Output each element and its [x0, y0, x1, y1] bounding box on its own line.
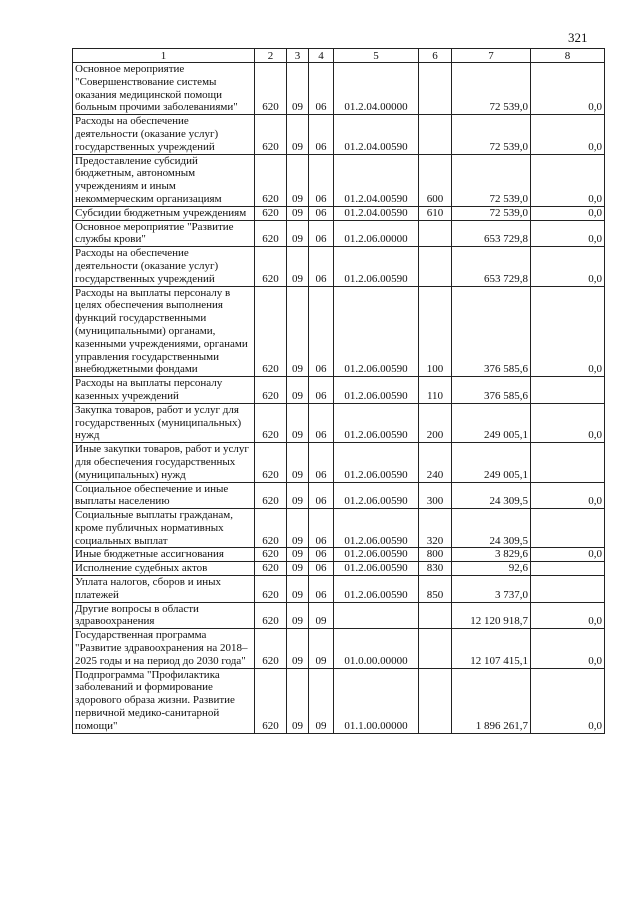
table-row	[73, 562, 605, 576]
table-row	[73, 629, 605, 668]
row-name-cell: Государственная программа "Развитие здравоохранения на 2018–2025 годы и на период до 2030 года"	[73, 629, 255, 668]
section-code-cell: 09	[287, 548, 309, 562]
amount-cell: 653 729,8	[452, 220, 531, 247]
subsection-code-cell: 09	[309, 629, 334, 668]
column-8-cell	[531, 443, 605, 482]
section-code-cell: 09	[287, 286, 309, 377]
amount-cell: 72 539,0	[452, 63, 531, 115]
expense-type-cell	[419, 63, 452, 115]
expense-type-cell: 100	[419, 286, 452, 377]
table-row	[73, 443, 605, 482]
subsection-code-cell: 06	[309, 206, 334, 220]
header-cell: 6	[419, 49, 452, 63]
row-name-cell: Иные бюджетные ассигнования	[73, 548, 255, 562]
target-article-cell: 01.2.04.00590	[334, 115, 419, 154]
section-code-cell: 09	[287, 668, 309, 733]
expense-type-cell	[419, 220, 452, 247]
amount-cell: 72 539,0	[452, 154, 531, 206]
amount-cell: 12 120 918,7	[452, 602, 531, 629]
subsection-code-cell: 06	[309, 247, 334, 286]
grbs-code-cell: 620	[255, 403, 287, 442]
header-cell: 4	[309, 49, 334, 63]
target-article-cell: 01.2.06.00590	[334, 482, 419, 509]
amount-cell: 24 309,5	[452, 482, 531, 509]
section-code-cell: 09	[287, 115, 309, 154]
expense-type-cell	[419, 602, 452, 629]
header-cell: 5	[334, 49, 419, 63]
table-row	[73, 403, 605, 442]
subsection-code-cell: 06	[309, 548, 334, 562]
expense-type-cell: 830	[419, 562, 452, 576]
table-row	[73, 668, 605, 733]
target-article-cell: 01.2.04.00000	[334, 63, 419, 115]
target-article-cell: 01.2.04.00590	[334, 154, 419, 206]
section-code-cell: 09	[287, 562, 309, 576]
row-name-cell: Предоставление субсидий бюджетным, автономным учреждениям и иным некоммерческим организациям	[73, 154, 255, 206]
table-row	[73, 548, 605, 562]
row-name-cell: Уплата налогов, сборов и иных платежей	[73, 576, 255, 603]
grbs-code-cell: 620	[255, 576, 287, 603]
amount-cell: 653 729,8	[452, 247, 531, 286]
section-code-cell: 09	[287, 443, 309, 482]
row-name-cell: Расходы на обеспечение деятельности (оказание услуг) государственных учреждений	[73, 247, 255, 286]
row-name-cell: Подпрограмма "Профилактика заболеваний и формирование здорового образа жизни. Развитие первичной медико-санитарной помощи"	[73, 668, 255, 733]
grbs-code-cell: 620	[255, 115, 287, 154]
amount-cell: 72 539,0	[452, 206, 531, 220]
section-code-cell: 09	[287, 482, 309, 509]
target-article-cell: 01.2.06.00590	[334, 548, 419, 562]
subsection-code-cell: 06	[309, 220, 334, 247]
target-article-cell: 01.2.06.00590	[334, 509, 419, 548]
section-code-cell: 09	[287, 63, 309, 115]
column-8-cell	[531, 377, 605, 404]
row-name-cell: Расходы на выплаты персоналу в целях обеспечения выполнения функций государственными (муниципальными) органами, казенными учреждениями, органами управления государственными внебюджетными фондами	[73, 286, 255, 377]
column-8-cell: 0,0	[531, 154, 605, 206]
row-name-cell: Расходы на выплаты персоналу казенных учреждений	[73, 377, 255, 404]
target-article-cell: 01.2.06.00590	[334, 247, 419, 286]
expense-type-cell: 200	[419, 403, 452, 442]
grbs-code-cell: 620	[255, 63, 287, 115]
grbs-code-cell: 620	[255, 509, 287, 548]
row-name-cell: Основное мероприятие "Совершенствование системы оказания медицинской помощи больным прочими заболеваниями"	[73, 63, 255, 115]
table-row	[73, 115, 605, 154]
expense-type-cell: 320	[419, 509, 452, 548]
table-row	[73, 206, 605, 220]
target-article-cell: 01.2.04.00590	[334, 206, 419, 220]
grbs-code-cell: 620	[255, 220, 287, 247]
grbs-code-cell: 620	[255, 443, 287, 482]
table-row	[73, 377, 605, 404]
header-cell: 3	[287, 49, 309, 63]
grbs-code-cell: 620	[255, 562, 287, 576]
expense-type-cell: 600	[419, 154, 452, 206]
column-8-cell: 0,0	[531, 668, 605, 733]
grbs-code-cell: 620	[255, 206, 287, 220]
target-article-cell	[334, 602, 419, 629]
target-article-cell: 01.2.06.00590	[334, 377, 419, 404]
expense-type-cell: 300	[419, 482, 452, 509]
target-article-cell: 01.2.06.00590	[334, 576, 419, 603]
table-row	[73, 154, 605, 206]
expense-type-cell: 610	[419, 206, 452, 220]
grbs-code-cell: 620	[255, 482, 287, 509]
table-row	[73, 576, 605, 603]
target-article-cell: 01.2.06.00590	[334, 562, 419, 576]
subsection-code-cell: 09	[309, 668, 334, 733]
expense-type-cell	[419, 247, 452, 286]
header-cell: 1	[73, 49, 255, 63]
amount-cell: 249 005,1	[452, 403, 531, 442]
section-code-cell: 09	[287, 629, 309, 668]
column-8-cell: 0,0	[531, 247, 605, 286]
row-name-cell: Исполнение судебных актов	[73, 562, 255, 576]
column-8-cell: 0,0	[531, 63, 605, 115]
grbs-code-cell: 620	[255, 377, 287, 404]
amount-cell: 24 309,5	[452, 509, 531, 548]
amount-cell: 249 005,1	[452, 443, 531, 482]
amount-cell: 3 737,0	[452, 576, 531, 603]
amount-cell: 92,6	[452, 562, 531, 576]
table-row	[73, 482, 605, 509]
table-row	[73, 220, 605, 247]
column-8-cell: 0,0	[531, 206, 605, 220]
row-name-cell: Расходы на обеспечение деятельности (оказание услуг) государственных учреждений	[73, 115, 255, 154]
subsection-code-cell: 06	[309, 509, 334, 548]
row-name-cell: Социальное обеспечение и иные выплаты населению	[73, 482, 255, 509]
header-cell: 8	[531, 49, 605, 63]
subsection-code-cell: 06	[309, 576, 334, 603]
subsection-code-cell: 06	[309, 403, 334, 442]
column-8-cell: 0,0	[531, 548, 605, 562]
amount-cell: 3 829,6	[452, 548, 531, 562]
expense-type-cell: 240	[419, 443, 452, 482]
row-name-cell: Субсидии бюджетным учреждениям	[73, 206, 255, 220]
column-8-cell: 0,0	[531, 482, 605, 509]
grbs-code-cell: 620	[255, 668, 287, 733]
section-code-cell: 09	[287, 247, 309, 286]
header-cell: 7	[452, 49, 531, 63]
amount-cell: 376 585,6	[452, 286, 531, 377]
target-article-cell: 01.2.06.00590	[334, 443, 419, 482]
table-row	[73, 247, 605, 286]
section-code-cell: 09	[287, 509, 309, 548]
section-code-cell: 09	[287, 154, 309, 206]
subsection-code-cell: 06	[309, 443, 334, 482]
page-number: 321	[568, 30, 588, 45]
expense-type-cell: 110	[419, 377, 452, 404]
expense-type-cell: 800	[419, 548, 452, 562]
column-8-cell: 0,0	[531, 220, 605, 247]
column-8-cell: 0,0	[531, 115, 605, 154]
column-8-cell	[531, 576, 605, 603]
subsection-code-cell: 09	[309, 602, 334, 629]
amount-cell: 1 896 261,7	[452, 668, 531, 733]
subsection-code-cell: 06	[309, 562, 334, 576]
target-article-cell: 01.0.00.00000	[334, 629, 419, 668]
table-row	[73, 286, 605, 377]
subsection-code-cell: 06	[309, 154, 334, 206]
section-code-cell: 09	[287, 206, 309, 220]
subsection-code-cell: 06	[309, 482, 334, 509]
expense-type-cell	[419, 629, 452, 668]
column-8-cell: 0,0	[531, 602, 605, 629]
table-row	[73, 63, 605, 115]
grbs-code-cell: 620	[255, 602, 287, 629]
subsection-code-cell: 06	[309, 377, 334, 404]
target-article-cell: 01.2.06.00000	[334, 220, 419, 247]
target-article-cell: 01.2.06.00590	[334, 403, 419, 442]
amount-cell: 12 107 415,1	[452, 629, 531, 668]
section-code-cell: 09	[287, 602, 309, 629]
row-name-cell: Основное мероприятие "Развитие службы крови"	[73, 220, 255, 247]
column-8-cell: 0,0	[531, 286, 605, 377]
row-name-cell: Иные закупки товаров, работ и услуг для обеспечения государственных (муниципальных) нужд	[73, 443, 255, 482]
column-8-cell: 0,0	[531, 403, 605, 442]
grbs-code-cell: 620	[255, 154, 287, 206]
column-8-cell	[531, 509, 605, 548]
row-name-cell: Другие вопросы в области здравоохранения	[73, 602, 255, 629]
target-article-cell: 01.2.06.00590	[334, 286, 419, 377]
section-code-cell: 09	[287, 377, 309, 404]
section-code-cell: 09	[287, 403, 309, 442]
row-name-cell: Закупка товаров, работ и услуг для государственных (муниципальных) нужд	[73, 403, 255, 442]
row-name-cell: Социальные выплаты гражданам, кроме публичных нормативных социальных выплат	[73, 509, 255, 548]
subsection-code-cell: 06	[309, 63, 334, 115]
amount-cell: 72 539,0	[452, 115, 531, 154]
table-header-row	[73, 49, 605, 63]
subsection-code-cell: 06	[309, 115, 334, 154]
budget-table	[72, 48, 605, 734]
header-cell: 2	[255, 49, 287, 63]
grbs-code-cell: 620	[255, 247, 287, 286]
table-row	[73, 509, 605, 548]
expense-type-cell	[419, 115, 452, 154]
expense-type-cell	[419, 668, 452, 733]
table-row	[73, 602, 605, 629]
column-8-cell	[531, 562, 605, 576]
expense-type-cell: 850	[419, 576, 452, 603]
target-article-cell: 01.1.00.00000	[334, 668, 419, 733]
grbs-code-cell: 620	[255, 286, 287, 377]
section-code-cell: 09	[287, 576, 309, 603]
grbs-code-cell: 620	[255, 629, 287, 668]
amount-cell: 376 585,6	[452, 377, 531, 404]
section-code-cell: 09	[287, 220, 309, 247]
column-8-cell: 0,0	[531, 629, 605, 668]
grbs-code-cell: 620	[255, 548, 287, 562]
subsection-code-cell: 06	[309, 286, 334, 377]
